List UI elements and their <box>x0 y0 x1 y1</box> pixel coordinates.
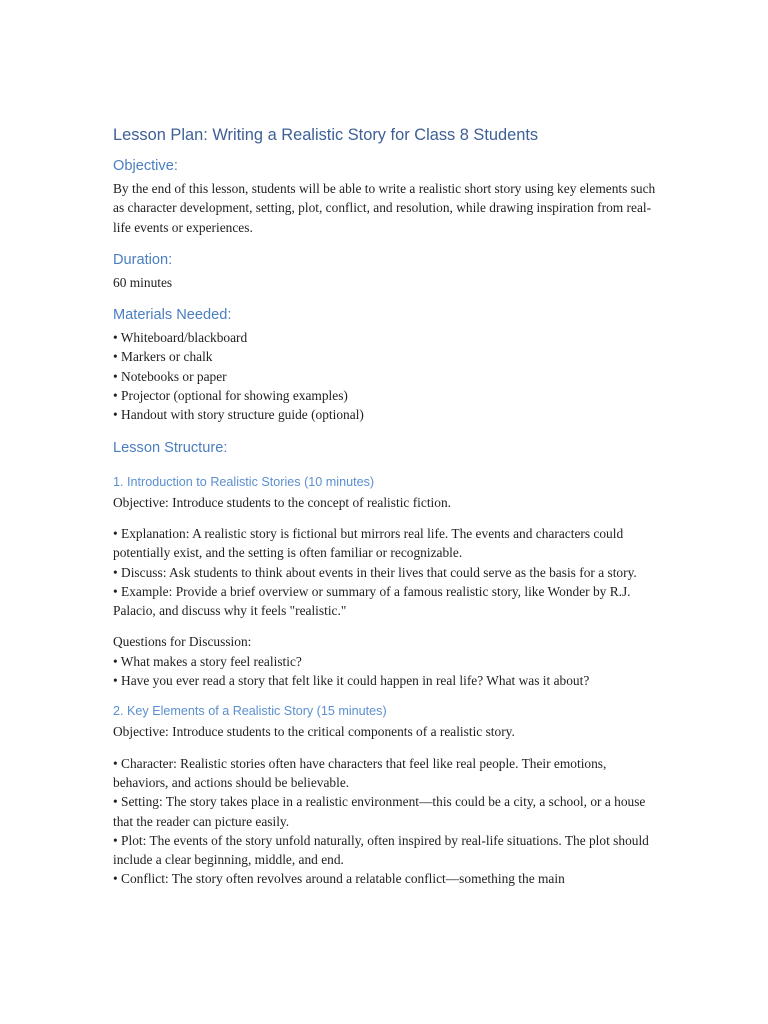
section-1-point: • Explanation: A realistic story is fictional but mirrors real life. The events and characters could potentially exist, and the setting is often familiar or recognizable. <box>113 525 624 561</box>
section-2-objective: Objective: Introduce students to the critical components of a realistic story. <box>113 724 515 740</box>
section-1-point: • Discuss: Ask students to think about events in their lives that could serve as the basis for a story. <box>113 564 637 580</box>
question-item: • What makes a story feel realistic? <box>113 653 302 669</box>
objective-text: By the end of this lesson, students will be able to write a realistic short story using key elements such as character development, setting, plot, conflict, and resolution, while drawing inspiration from real-life events or experiences. <box>113 181 656 235</box>
questions-heading: Questions for Discussion: <box>113 634 252 650</box>
list-item: • Markers or chalk <box>113 349 213 365</box>
document-page <box>113 124 658 889</box>
document-title: Lesson Plan: Writing a Realistic Story for Class 8 Students <box>113 126 539 144</box>
duration-text: 60 minutes <box>113 274 173 290</box>
section-1-heading: 1. Introduction to Realistic Stories (10 minutes) <box>113 474 375 489</box>
section-1-objective: Objective: Introduce students to the concept of realistic fiction. <box>113 494 452 510</box>
objective-heading: Objective: <box>113 158 178 174</box>
section-2-point: • Conflict: The story often revolves around a relatable conflict—something the main <box>113 871 565 887</box>
materials-list <box>113 328 658 424</box>
materials-heading: Materials Needed: <box>113 307 232 324</box>
section-2-point: • Setting: The story takes place in a realistic environment—this could be a city, a school, or a house that the reader can picture easily. <box>113 794 646 829</box>
section-2-point: • Character: Realistic stories often have characters that feel like real people. Their emotions, behaviors, and actions should be believable. <box>113 755 607 790</box>
section-2-point: • Plot: The events of the story unfold naturally, often inspired by real-life situations. The plot should include a clear beginning, middle, and end. <box>113 832 649 868</box>
lesson-structure-heading: Lesson Structure: <box>113 439 228 456</box>
question-item: • Have you ever read a story that felt like it could happen in real life? What was it about? <box>113 673 590 689</box>
section-1-point: • Example: Provide a brief overview or summary of a famous realistic story, like Wonder by R.J. Palacio, and discuss why it feels "realistic." <box>113 583 631 619</box>
list-item: • Notebooks or paper <box>113 368 227 384</box>
duration-heading: Duration: <box>113 251 173 268</box>
section-2-heading: 2. Key Elements of a Realistic Story (15 minutes) <box>113 704 387 719</box>
list-item: • Handout with story structure guide (optional) <box>113 407 364 423</box>
list-item: • Whiteboard/blackboard <box>113 330 248 346</box>
list-item: • Projector (optional for showing examples) <box>113 388 348 404</box>
